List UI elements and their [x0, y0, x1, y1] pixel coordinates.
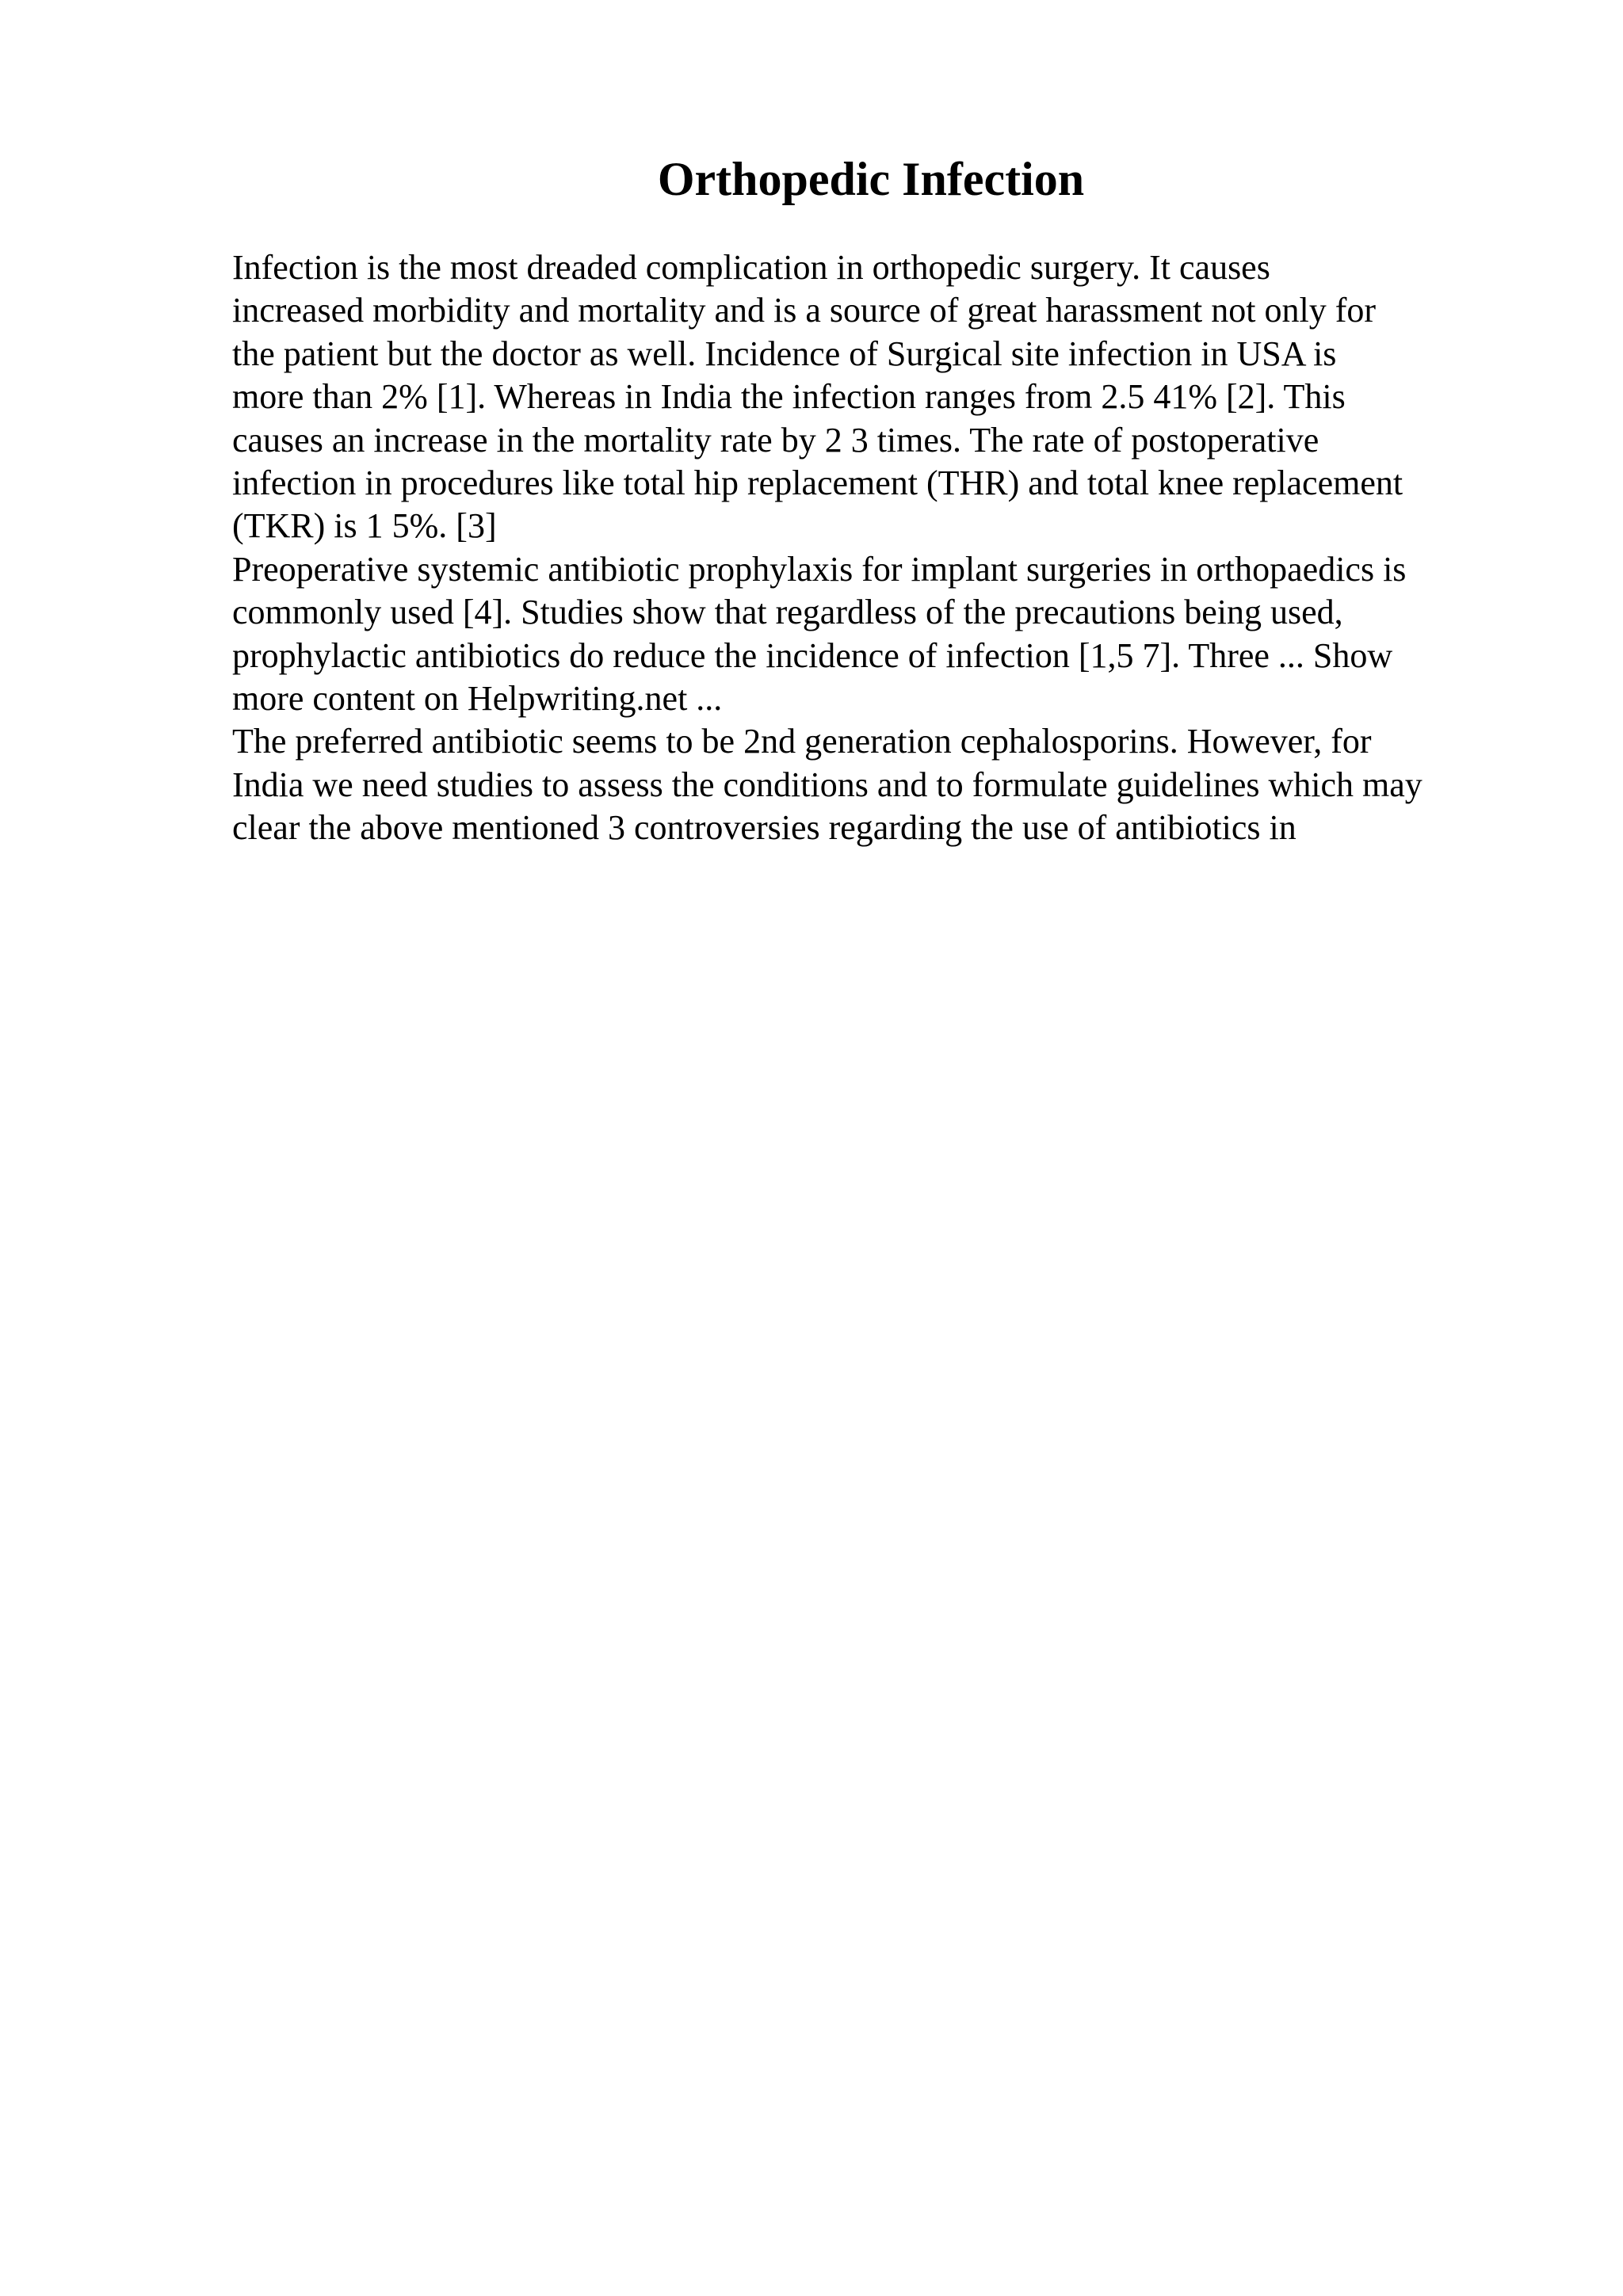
body-line: causes an increase in the mortality rate by 2 3 times. The rate of postoperative — [232, 420, 1319, 460]
body-line: increased morbidity and mortality and is a source of great harassment not only for — [232, 291, 1377, 330]
body-line: The preferred antibiotic seems to be 2nd generation cephalosporins. However, for — [232, 722, 1372, 761]
body-line: more than 2% [1]. Whereas in India the infection ranges from 2.5 41% [2]. This — [232, 377, 1346, 417]
body-line: India we need studies to assess the conditions and to formulate guidelines which may — [232, 765, 1423, 804]
body-line: Infection is the most dreaded complication in orthopedic surgery. It causes — [232, 248, 1270, 287]
body-line: the patient but the doctor as well. Incidence of Surgical site infection in USA is — [232, 334, 1337, 373]
body-line: commonly used [4]. Studies show that regardless of the precautions being used, — [232, 593, 1343, 632]
body-line: infection in procedures like total hip replacement (THR) and total knee replacement — [232, 463, 1403, 503]
body-line: Preoperative systemic antibiotic prophylaxis for implant surgeries in orthopaedics is — [232, 549, 1407, 589]
body-line: clear the above mentioned 3 controversies regarding the use of antibiotics in — [232, 808, 1296, 848]
body-line: prophylactic antibiotics do reduce the incidence of infection [1,5 7]. Three ... Show — [232, 635, 1393, 675]
body-line: more content on Helpwriting.net ... — [232, 679, 723, 719]
document-title: Orthopedic Infection — [657, 153, 1085, 205]
body-line: (TKR) is 1 5%. [3] — [232, 506, 497, 546]
document-body — [232, 246, 1595, 850]
